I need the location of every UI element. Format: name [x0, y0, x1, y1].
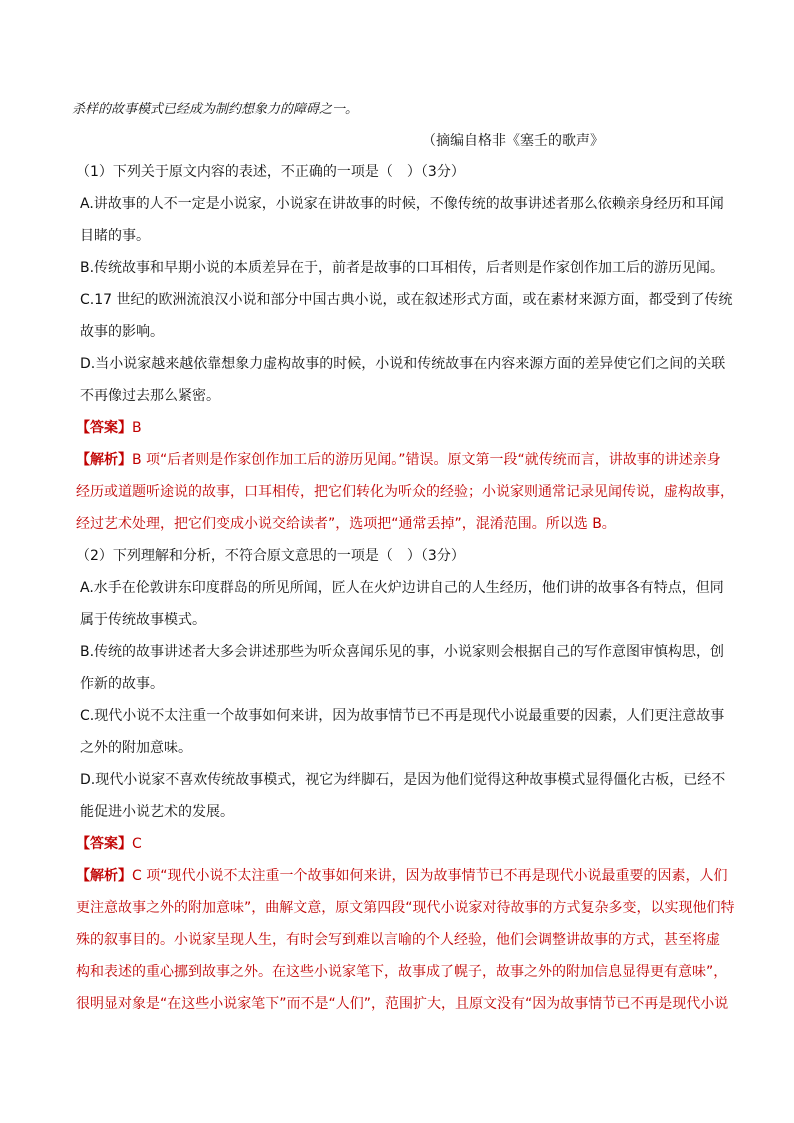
q2-option-d-line2: 能促进小说艺术的发展。 — [80, 804, 234, 820]
q2-option-a-line2: 属于传统故事模式。 — [80, 612, 206, 628]
q1-analysis-line3: 经过艺术处理，把它们变成小说交给读者”，选项把“通常丢掉”，混淆范围。所以选 B。 — [76, 516, 616, 532]
q2-option-b-line1: B.传统的故事讲述者大多会讲述那些为听众喜闻乐见的事，小说家则会根据自己的写作意图审慎构思，创 — [80, 644, 725, 660]
q1-analysis-text: B 项“后者则是作家创作加工后的游历见闻。”错误。原文第一段“就传统而言，讲故事的讲述亲身 — [132, 452, 721, 468]
q2-option-b-line2: 作新的故事。 — [80, 676, 164, 692]
q2-analysis-line5: 很明显对象是“在这些小说家笔下”而不是“人们”，范围扩大，且原文没有“因为故事情节已不再是现代小说 — [76, 996, 729, 1012]
q1-option-a-line2: 目睹的事。 — [80, 228, 150, 244]
q1-option-d-line1: D.当小说家越来越依靠想象力虚构故事的时候，小说和传统故事在内容来源方面的差异使它们之间的关联 — [80, 356, 726, 372]
q2-analysis-line3: 殊的叙事目的。小说家呈现人生，有时会写到难以言喻的个人经验，他们会调整讲故事的方式，甚至将虚 — [76, 932, 720, 948]
q2-stem: （2）下列理解和分析，不符合原文意思的一项是（ ）（3分） — [76, 548, 465, 564]
q1-option-b: B.传统故事和早期小说的本质差异在于，前者是故事的口耳相传，后者则是作家创作加工后的游历见闻。 — [80, 260, 725, 276]
q2-answer-label: 【答案】 — [76, 836, 132, 852]
q1-option-c-line1: C.17 世纪的欧洲流浪汉小说和部分中国古典小说，或在叙述形式方面，或在素材来源方面，都受到了传统 — [80, 292, 733, 308]
q1-option-d-line2: 不再像过去那么紧密。 — [80, 388, 220, 404]
q2-analysis-line4: 构和表述的重心挪到故事之外。在这些小说家笔下，故事成了幌子，故事之外的附加信息显得更有意味”， — [76, 964, 728, 980]
q2-analysis-line1 — [76, 866, 727, 886]
intro-text: 杀样的故事模式已经成为制约想象力的障碍之一。 — [72, 102, 359, 117]
q1-analysis-line2: 经历或道题听途说的故事，口耳相传，把它们转化为听众的经验；小说家则通常记录见闻传说，虚构故事， — [76, 484, 734, 500]
q2-answer — [76, 834, 142, 854]
q1-answer-value: B — [132, 420, 142, 436]
q1-analysis-line1 — [76, 450, 721, 470]
q2-analysis-text: C 项“现代小说不太注重一个故事如何来讲，因为故事情节已不再是现代小说最重要的因素，人们 — [132, 868, 728, 884]
q2-analysis-line2: 更注意故事之外的附加意味”，曲解文意，原文第四段“现代小说家对待故事的方式复杂多变，以实现他们特 — [76, 900, 735, 916]
q2-option-c-line2: 之外的附加意味。 — [80, 740, 192, 756]
q2-option-a-line1: A.水手在伦敦讲东印度群岛的所见所闻，匠人在火炉边讲自己的人生经历，他们讲的故事各有特点，但同 — [80, 580, 724, 596]
q1-answer-label: 【答案】 — [76, 420, 132, 436]
q1-answer — [76, 418, 142, 438]
q2-answer-value: C — [132, 836, 142, 852]
q2-option-d-line1: D.现代小说家不喜欢传统故事模式，视它为绊脚石，是因为他们觉得这种故事模式显得僵化古板，已经不 — [80, 772, 726, 788]
q1-stem: （1）下列关于原文内容的表述，不正确的一项是（ ）（3分） — [76, 164, 465, 180]
q2-analysis-label: 【解析】 — [76, 868, 132, 884]
source-citation: （摘编自格非《塞壬的歌声》 — [422, 133, 604, 149]
q1-option-c-line2: 故事的影响。 — [80, 324, 164, 340]
q1-option-a-line1: A.讲故事的人不一定是小说家，小说家在讲故事的时候，不像传统的故事讲述者那么依赖亲身经历和耳闻 — [80, 196, 724, 212]
q2-option-c-line1: C.现代小说不太注重一个故事如何来讲，因为故事情节已不再是现代小说最重要的因素，人们更注意故事 — [80, 708, 725, 724]
q1-analysis-label: 【解析】 — [76, 452, 132, 468]
